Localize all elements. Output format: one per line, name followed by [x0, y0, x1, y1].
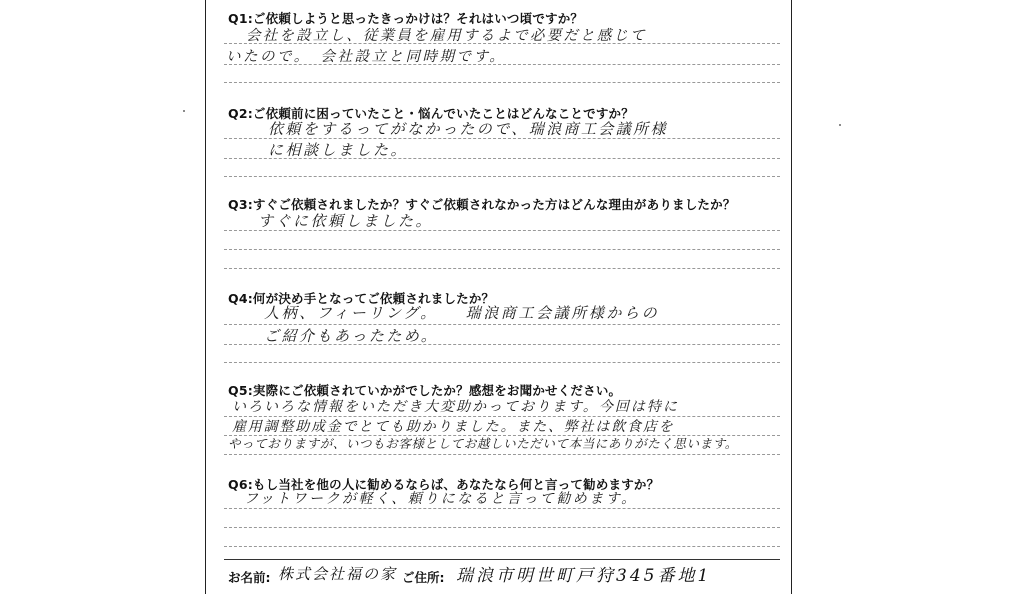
answer-rule — [224, 527, 780, 528]
answer-6-line-1: フットワークが軽く、頼りになると言って勧めます。 — [244, 491, 638, 507]
answer-4-line-2: ご紹介もあったため。 — [264, 327, 439, 345]
answer-rule — [224, 344, 780, 345]
answer-rule — [224, 176, 780, 177]
scan-speck — [839, 124, 841, 126]
answer-1-line-2: いたので。 会社設立と同時期です。 — [226, 49, 507, 65]
answer-1-line-1: 会社を設立し、従業員を雇用するよで必要だと感じて — [246, 28, 647, 44]
answer-rule — [224, 64, 780, 65]
question-5: Q5:実際にご依頼されていかがでしたか？感想をお聞かせください。 — [228, 383, 622, 398]
question-1: Q1:ご依頼しようと思ったきっかけは？それはいつ頃ですか？ — [228, 11, 584, 26]
answer-rule — [224, 454, 780, 455]
answer-rule — [224, 43, 780, 44]
answer-2-line-1: 依頼をするってがなかったので、瑞浪商工会議所様 — [268, 120, 668, 138]
question-6: Q6:もし当社を他の人に勧めるならば、あなたなら何と言って勧めますか？ — [228, 477, 660, 492]
answer-rule — [224, 546, 780, 547]
answer-3-line-1: すぐに依頼しました。 — [258, 212, 434, 230]
answer-rule — [224, 230, 780, 231]
answer-rule — [224, 249, 780, 250]
scan-speck — [183, 110, 185, 112]
footer-divider — [224, 559, 780, 560]
answer-rule — [224, 158, 780, 159]
answer-5-line-2: 雇用調整助成金でとても助かりました。また、弊社は飲食店を — [232, 419, 675, 435]
answer-5-line-1: いろいろな情報をいただき大変助かっております。今回は特に — [232, 399, 679, 415]
address-value: 瑞浪市明世町戸狩345番地1 — [456, 566, 712, 586]
answer-4-line-1: 人柄、フィーリング。 瑞浪商工会議所様からの — [264, 304, 660, 322]
answer-rule — [224, 362, 780, 363]
question-4: Q4:何が決め手となってご依頼されましたか？ — [228, 291, 495, 306]
answer-5-line-3: やっておりますが、いつもお客様としてお越しいただいて本当にありがたく思います。 — [228, 436, 738, 451]
name-value: 株式会社福の家 — [278, 565, 398, 583]
answer-rule — [224, 268, 780, 269]
answer-2-line-2: に相談しました。 — [268, 141, 409, 159]
question-3: Q3:すぐご依頼されましたか？すぐご依頼されなかった方はどんな理由がありましたか？ — [228, 197, 736, 212]
answer-rule — [224, 508, 780, 509]
address-label: ご住所: — [402, 570, 445, 585]
answer-rule — [224, 82, 780, 83]
name-label: お名前: — [228, 570, 271, 585]
questionnaire-sheet — [205, 0, 792, 594]
question-2: Q2:ご依頼前に困っていたこと・悩んでいたことはどんなことですか？ — [228, 106, 634, 121]
